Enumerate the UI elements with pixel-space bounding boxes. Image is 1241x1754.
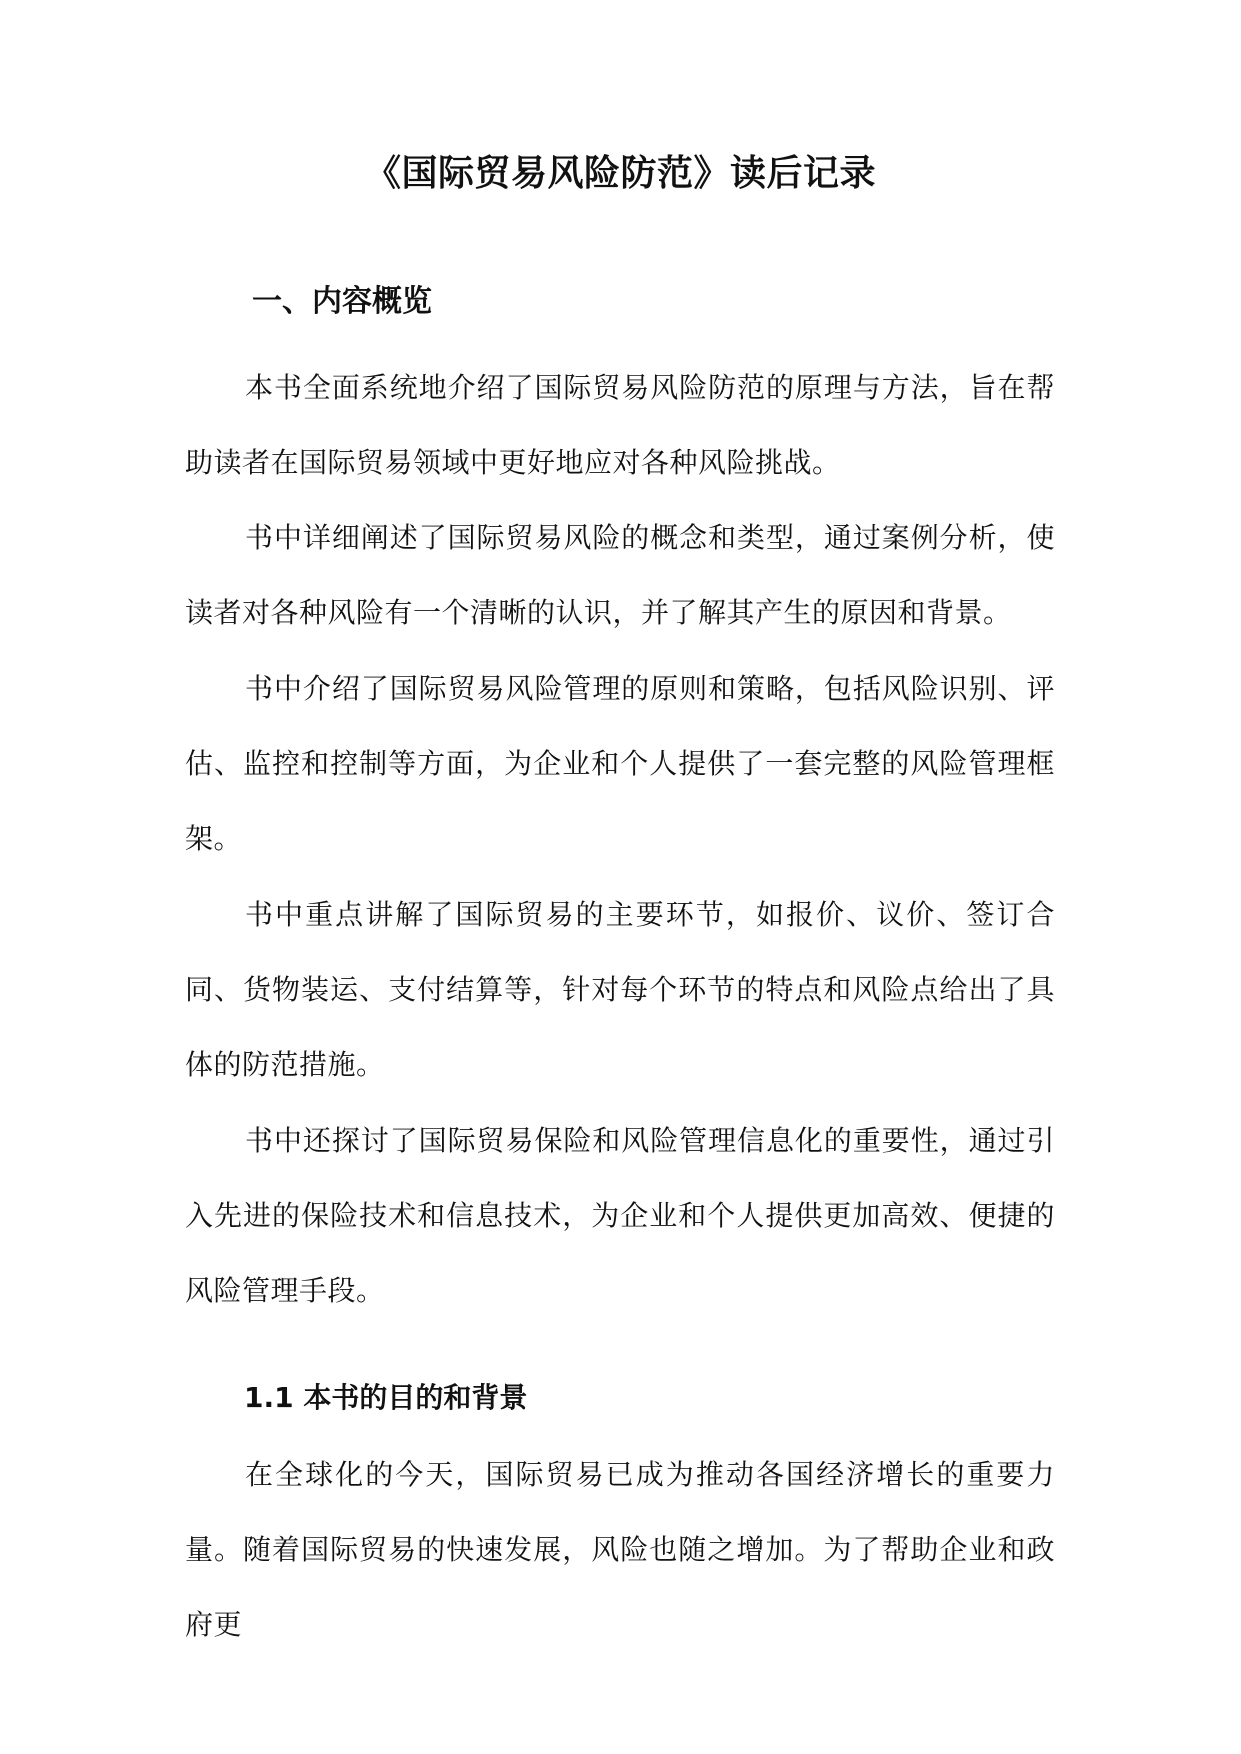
document-title: 《国际贸易风险防范》读后记录 xyxy=(364,153,876,194)
section-heading-overview: 一、内容概览 xyxy=(252,284,432,319)
subsection-heading-purpose: 1.1 本书的目的和背景 xyxy=(244,1381,528,1414)
paragraph: 在全球化的今天，国际贸易已成为推动各国经济增长的重要力量。随着国际贸易的快速发展，风险也随之增加。为了帮助企业和政府更 xyxy=(185,1458,1055,1641)
paragraph: 书中还探讨了国际贸易保险和风险管理信息化的重要性，通过引入先进的保险技术和信息技术，为企业和个人提供更加高效、便捷的风险管理手段。 xyxy=(185,1124,1055,1307)
paragraph: 本书全面系统地介绍了国际贸易风险防范的原理与方法，旨在帮助读者在国际贸易领域中更好地应对各种风险挑战。 xyxy=(185,371,1055,479)
paragraph: 书中介绍了国际贸易风险管理的原则和策略，包括风险识别、评估、监控和控制等方面，为企业和个人提供了一套完整的风险管理框架。 xyxy=(185,672,1055,855)
paragraph: 书中详细阐述了国际贸易风险的概念和类型，通过案例分析，使读者对各种风险有一个清晰的认识，并了解其产生的原因和背景。 xyxy=(185,521,1055,629)
paragraph: 书中重点讲解了国际贸易的主要环节，如报价、议价、签订合同、货物装运、支付结算等，针对每个环节的特点和风险点给出了具体的防范措施。 xyxy=(185,898,1055,1081)
